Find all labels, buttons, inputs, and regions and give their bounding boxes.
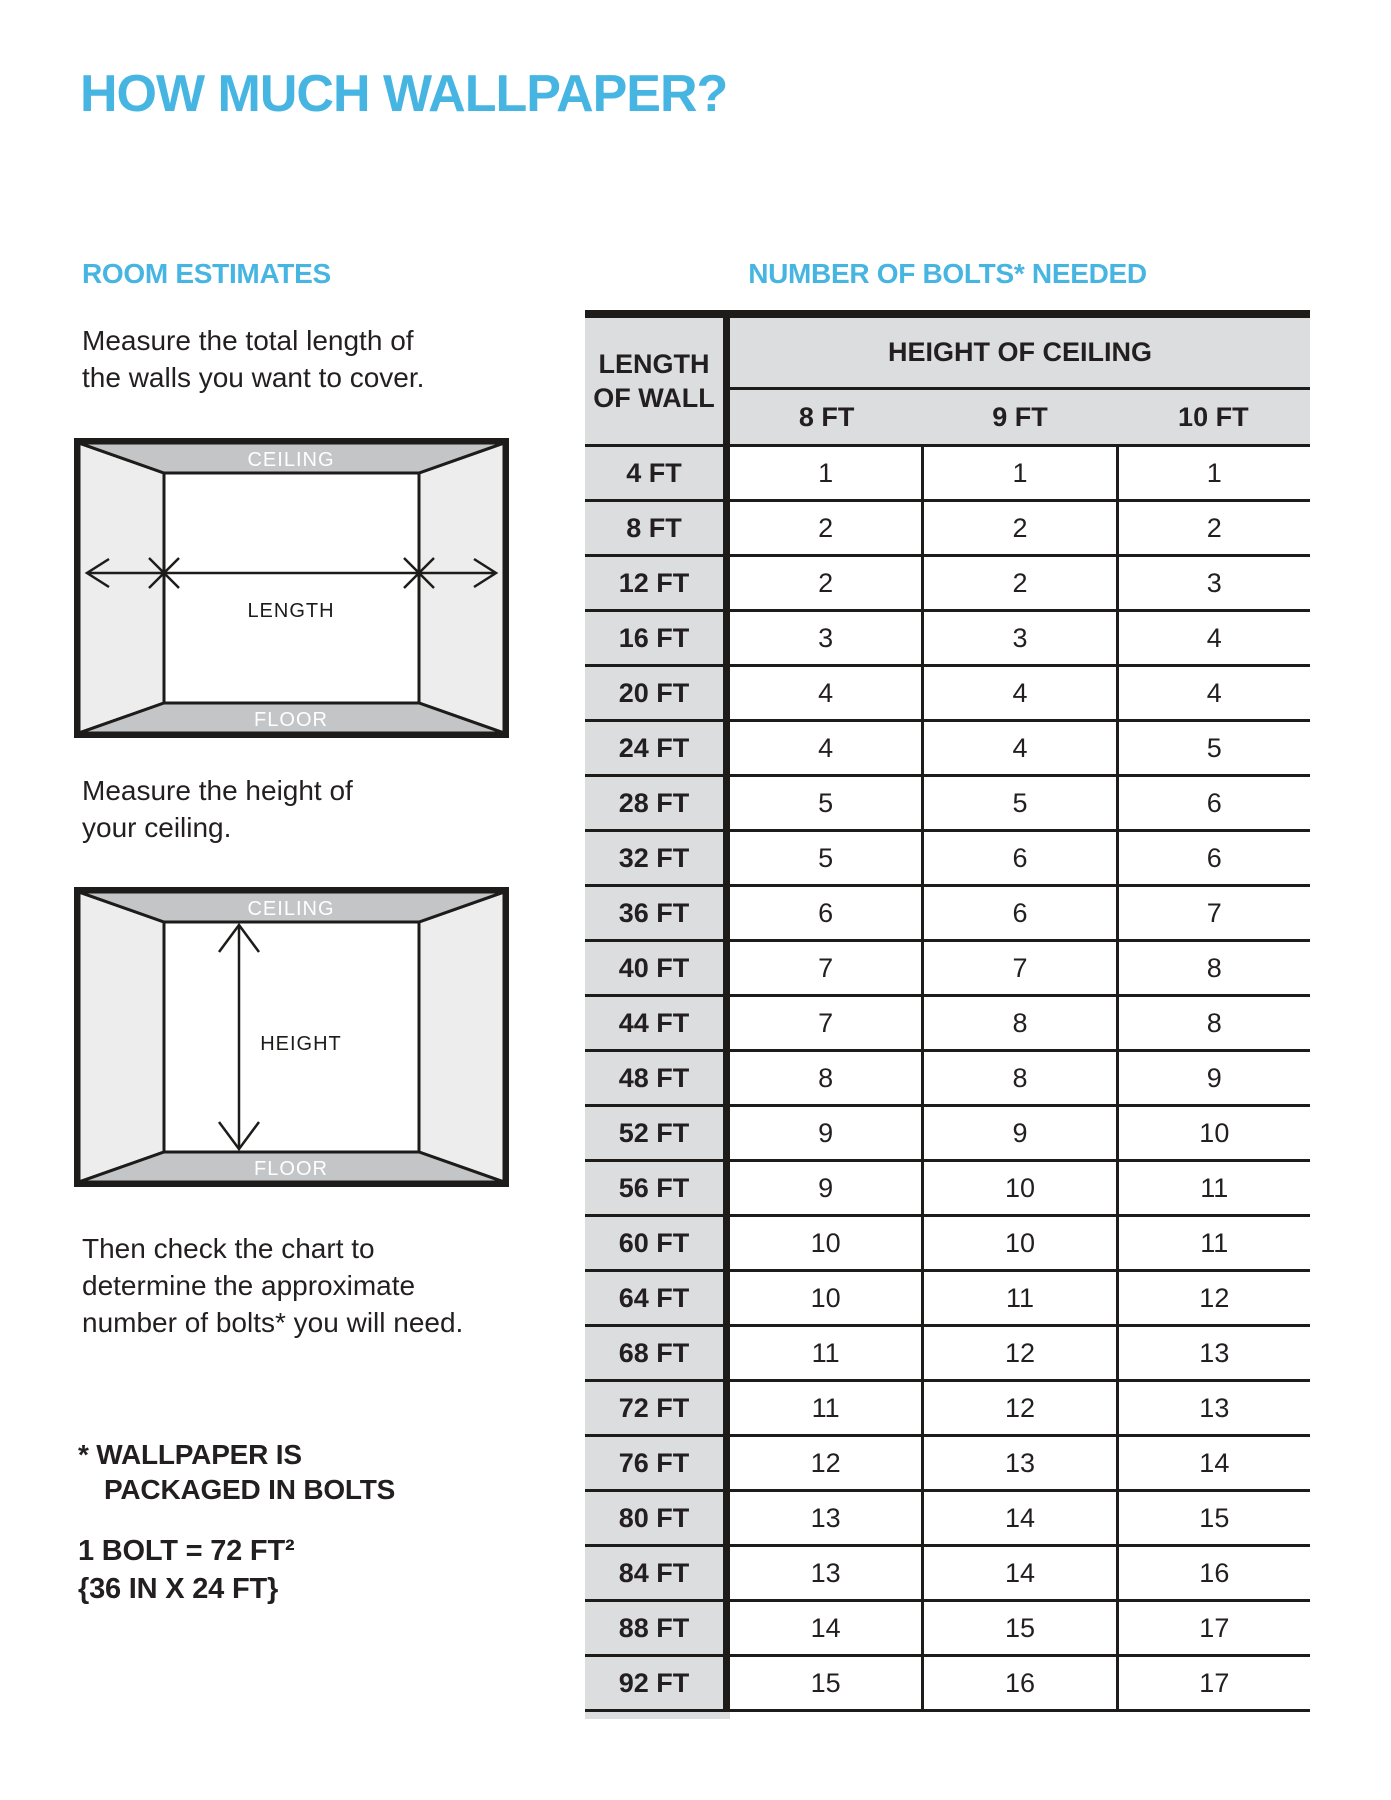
row-value: 9 bbox=[924, 1107, 1118, 1162]
row-value: 8 bbox=[924, 1052, 1118, 1107]
row-value: 15 bbox=[730, 1657, 924, 1712]
wallpaper-bolts-footnote bbox=[78, 1437, 395, 1507]
floor-label: FLOOR bbox=[254, 1158, 328, 1180]
row-value: 11 bbox=[730, 1327, 924, 1382]
label-column-stub bbox=[585, 1712, 730, 1719]
instruction-line: Measure the height of bbox=[82, 775, 353, 806]
row-value: 10 bbox=[924, 1217, 1118, 1272]
row-value: 1 bbox=[924, 447, 1118, 502]
row-length: 4 FT bbox=[585, 447, 730, 502]
row-length: 40 FT bbox=[585, 942, 730, 997]
column-header-8ft: 8 FT bbox=[798, 401, 855, 432]
table-row bbox=[585, 667, 1310, 722]
table-row bbox=[585, 447, 1310, 502]
column-header-10ft: 10 FT bbox=[1178, 401, 1249, 432]
row-value: 11 bbox=[924, 1272, 1118, 1327]
row-value: 2 bbox=[730, 502, 924, 557]
instruction-measure-height bbox=[82, 772, 353, 846]
row-value: 7 bbox=[730, 997, 924, 1052]
row-value: 13 bbox=[730, 1492, 924, 1547]
room-height-diagram bbox=[74, 887, 509, 1187]
row-length: 80 FT bbox=[585, 1492, 730, 1547]
row-value: 6 bbox=[1119, 777, 1310, 832]
row-length: 84 FT bbox=[585, 1547, 730, 1602]
row-value: 4 bbox=[1119, 667, 1310, 722]
height-of-ceiling-header: HEIGHT OF CEILING bbox=[730, 318, 1310, 390]
row-value: 13 bbox=[1119, 1327, 1310, 1382]
row-value: 14 bbox=[1119, 1437, 1310, 1492]
row-value: 4 bbox=[924, 722, 1118, 777]
row-length: 68 FT bbox=[585, 1327, 730, 1382]
row-length: 64 FT bbox=[585, 1272, 730, 1327]
table-row bbox=[585, 1382, 1310, 1437]
row-value: 13 bbox=[924, 1437, 1118, 1492]
room-length-diagram bbox=[74, 438, 509, 738]
row-value: 13 bbox=[1119, 1382, 1310, 1437]
row-value: 17 bbox=[1119, 1657, 1310, 1712]
row-length: 48 FT bbox=[585, 1052, 730, 1107]
row-value: 5 bbox=[730, 777, 924, 832]
row-value: 11 bbox=[730, 1382, 924, 1437]
row-value: 8 bbox=[1119, 942, 1310, 997]
footnote-line: PACKAGED IN BOLTS bbox=[104, 1474, 396, 1505]
row-length: 56 FT bbox=[585, 1162, 730, 1217]
table-row bbox=[585, 777, 1310, 832]
row-value: 15 bbox=[924, 1602, 1118, 1657]
row-value: 10 bbox=[730, 1217, 924, 1272]
row-value: 6 bbox=[924, 832, 1118, 887]
row-value: 7 bbox=[924, 942, 1118, 997]
row-length: 28 FT bbox=[585, 777, 730, 832]
table-row bbox=[585, 612, 1310, 667]
row-length: 76 FT bbox=[585, 1437, 730, 1492]
instruction-line: Then check the chart to bbox=[82, 1233, 375, 1264]
row-value: 6 bbox=[924, 887, 1118, 942]
row-value: 5 bbox=[924, 777, 1118, 832]
row-value: 5 bbox=[730, 832, 924, 887]
row-length: 60 FT bbox=[585, 1217, 730, 1272]
row-value: 10 bbox=[730, 1272, 924, 1327]
row-value: 5 bbox=[1119, 722, 1310, 777]
length-dimension-label: LENGTH bbox=[247, 600, 335, 622]
row-value: 3 bbox=[1119, 557, 1310, 612]
row-value: 11 bbox=[1119, 1162, 1310, 1217]
row-value: 14 bbox=[730, 1602, 924, 1657]
row-value: 10 bbox=[1119, 1107, 1310, 1162]
row-value: 10 bbox=[924, 1162, 1118, 1217]
row-value: 2 bbox=[924, 502, 1118, 557]
footnote-line: * WALLPAPER IS bbox=[78, 1439, 302, 1470]
table-row bbox=[585, 722, 1310, 777]
length-of-wall-header-line: OF WALL bbox=[593, 383, 715, 413]
table-row bbox=[585, 1547, 1310, 1602]
row-length: 36 FT bbox=[585, 887, 730, 942]
bolt-size-note bbox=[78, 1532, 294, 1608]
table-row bbox=[585, 997, 1310, 1052]
bolt-size-line: {36 IN X 24 FT} bbox=[78, 1573, 279, 1605]
table-row bbox=[585, 1217, 1310, 1272]
row-value: 12 bbox=[924, 1327, 1118, 1382]
row-value: 7 bbox=[730, 942, 924, 997]
row-value: 14 bbox=[924, 1492, 1118, 1547]
table-row bbox=[585, 1492, 1310, 1547]
row-value: 8 bbox=[924, 997, 1118, 1052]
table-row bbox=[585, 1657, 1310, 1712]
ceiling-header-group bbox=[730, 318, 1310, 447]
row-length: 72 FT bbox=[585, 1382, 730, 1437]
room-estimates-heading: ROOM ESTIMATES bbox=[82, 258, 331, 289]
row-value: 4 bbox=[1119, 612, 1310, 667]
row-value: 12 bbox=[730, 1437, 924, 1492]
table-row bbox=[585, 1602, 1310, 1657]
room-height-illustration bbox=[79, 892, 504, 1182]
row-value: 2 bbox=[1119, 502, 1310, 557]
row-value: 4 bbox=[924, 667, 1118, 722]
row-value: 3 bbox=[730, 612, 924, 667]
table-row bbox=[585, 557, 1310, 612]
table-row bbox=[585, 1437, 1310, 1492]
row-value: 9 bbox=[730, 1162, 924, 1217]
bolts-needed-heading: NUMBER OF BOLTS* NEEDED bbox=[748, 258, 1147, 289]
row-value: 15 bbox=[1119, 1492, 1310, 1547]
table-row bbox=[585, 942, 1310, 997]
row-value: 8 bbox=[730, 1052, 924, 1107]
right-wall bbox=[419, 443, 504, 733]
row-length: 8 FT bbox=[585, 502, 730, 557]
row-value: 4 bbox=[730, 667, 924, 722]
row-value: 1 bbox=[730, 447, 924, 502]
length-of-wall-header-line: LENGTH bbox=[598, 349, 710, 379]
instruction-line: the walls you want to cover. bbox=[82, 362, 425, 393]
left-wall bbox=[79, 443, 164, 733]
instruction-check-chart bbox=[82, 1230, 463, 1341]
row-value: 12 bbox=[924, 1382, 1118, 1437]
row-value: 16 bbox=[1119, 1547, 1310, 1602]
floor-label: FLOOR bbox=[254, 709, 328, 731]
row-value: 3 bbox=[924, 612, 1118, 667]
table-row bbox=[585, 1272, 1310, 1327]
table-row bbox=[585, 887, 1310, 942]
row-length: 24 FT bbox=[585, 722, 730, 777]
table-row bbox=[585, 1052, 1310, 1107]
table-row bbox=[585, 1327, 1310, 1382]
left-wall bbox=[79, 892, 164, 1182]
row-value: 9 bbox=[730, 1107, 924, 1162]
ceiling-label: CEILING bbox=[247, 449, 335, 471]
ceiling-label: CEILING bbox=[247, 898, 335, 920]
row-length: 44 FT bbox=[585, 997, 730, 1052]
right-wall bbox=[419, 892, 504, 1182]
bolts-table bbox=[585, 310, 1310, 1719]
instruction-line: determine the approximate bbox=[82, 1270, 416, 1301]
row-length: 92 FT bbox=[585, 1657, 730, 1712]
table-row bbox=[585, 832, 1310, 887]
row-value: 13 bbox=[730, 1547, 924, 1602]
room-length-illustration bbox=[79, 443, 504, 733]
table-row bbox=[585, 1107, 1310, 1162]
row-value: 6 bbox=[1119, 832, 1310, 887]
ceiling-height-columns bbox=[730, 390, 1310, 447]
row-value: 6 bbox=[730, 887, 924, 942]
row-length: 20 FT bbox=[585, 667, 730, 722]
instruction-line: your ceiling. bbox=[82, 812, 232, 843]
height-dimension-label: HEIGHT bbox=[260, 1033, 342, 1055]
table-row bbox=[585, 502, 1310, 557]
row-value: 11 bbox=[1119, 1217, 1310, 1272]
row-value: 12 bbox=[1119, 1272, 1310, 1327]
row-length: 52 FT bbox=[585, 1107, 730, 1162]
row-value: 4 bbox=[730, 722, 924, 777]
row-value: 9 bbox=[1119, 1052, 1310, 1107]
table-header bbox=[585, 318, 1310, 447]
row-length: 88 FT bbox=[585, 1602, 730, 1657]
row-value: 8 bbox=[1119, 997, 1310, 1052]
row-length: 16 FT bbox=[585, 612, 730, 667]
instruction-line: number of bolts* you will need. bbox=[82, 1307, 464, 1338]
row-value: 17 bbox=[1119, 1602, 1310, 1657]
page-title: HOW MUCH WALLPAPER? bbox=[80, 65, 728, 123]
row-length: 12 FT bbox=[585, 557, 730, 612]
table-row bbox=[585, 1162, 1310, 1217]
row-value: 2 bbox=[924, 557, 1118, 612]
row-value: 7 bbox=[1119, 887, 1310, 942]
table-top-bar bbox=[585, 310, 1310, 318]
instruction-line: Measure the total length of bbox=[82, 325, 414, 356]
back-wall bbox=[164, 473, 419, 703]
instruction-measure-length bbox=[82, 322, 424, 396]
column-header-9ft: 9 FT bbox=[992, 401, 1048, 432]
row-value: 2 bbox=[730, 557, 924, 612]
row-value: 1 bbox=[1119, 447, 1310, 502]
length-of-wall-header bbox=[585, 318, 730, 447]
bolt-size-line: 1 BOLT = 72 FT² bbox=[78, 1535, 295, 1567]
row-value: 16 bbox=[924, 1657, 1118, 1712]
table-body bbox=[585, 447, 1310, 1712]
row-length: 32 FT bbox=[585, 832, 730, 887]
row-value: 14 bbox=[924, 1547, 1118, 1602]
